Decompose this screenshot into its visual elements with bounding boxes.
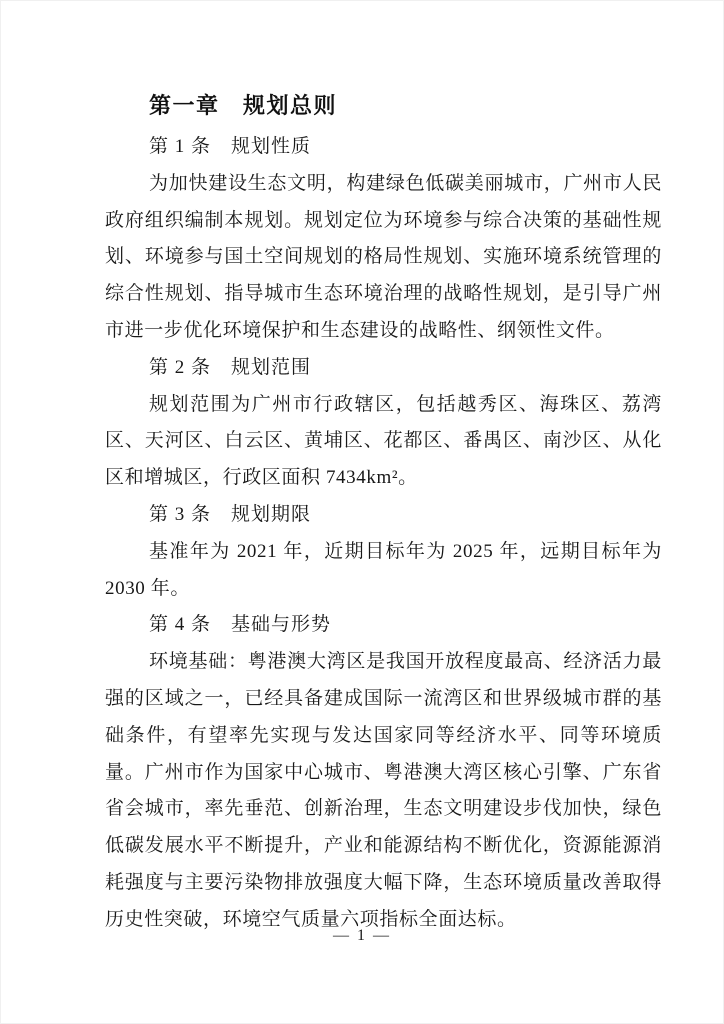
article-3-body: 基准年为 2021 年，近期目标年为 2025 年，远期目标年为 2030 年。 [105,540,662,599]
article-1 [105,129,662,350]
chapter-title: 第一章 规划总则 [149,93,338,118]
article-3 [105,497,662,607]
article-2 [105,350,662,497]
article-1-body: 为加快建设生态文明，构建绿色低碳美丽城市，广州市人民政府组织编制本规划。规划定位为环境参与综合决策的基础性规划、环境参与国土空间规划的格局性规划、实施环境系统管理的综合性规划、指导城市生态环境治理的战略性规划，是引导广州市进一步优化环境保护和生态建设的战略性、纲领性文件。 [105,172,662,341]
document-content [105,85,662,939]
article-3-heading: 第 3 条 规划期限 [149,503,312,525]
article-4-body: 环境基础：粤港澳大湾区是我国开放程度最高、经济活力最强的区域之一，已经具备建成国际一流湾区和世界级城市群的基础条件，有望率先实现与发达国家同等经济水平、同等环境质量。广州市作为国家中心城市、粤港澳大湾区核心引擎、广东省省会城市，率先垂范、创新治理，生态文明建设步伐加快，绿色低碳发展水平不断提升，产业和能源结构不断优化，资源能源消耗强度与主要污染物排放强度大幅下降，生态环境质量改善取得历史性突破，环境空气质量六项指标全面达标。 [105,651,662,930]
article-2-body: 规划范围为广州市行政辖区，包括越秀区、海珠区、荔湾区、天河区、白云区、黄埔区、花都区、番禺区、南沙区、从化区和增城区，行政区面积 7434km²。 [105,393,662,489]
page-number: — 1 — [333,927,391,944]
article-2-heading: 第 2 条 规划范围 [149,356,312,378]
article-1-heading: 第 1 条 规划性质 [149,136,312,157]
article-4 [105,607,662,938]
article-4-heading: 第 4 条 基础与形势 [149,614,332,636]
